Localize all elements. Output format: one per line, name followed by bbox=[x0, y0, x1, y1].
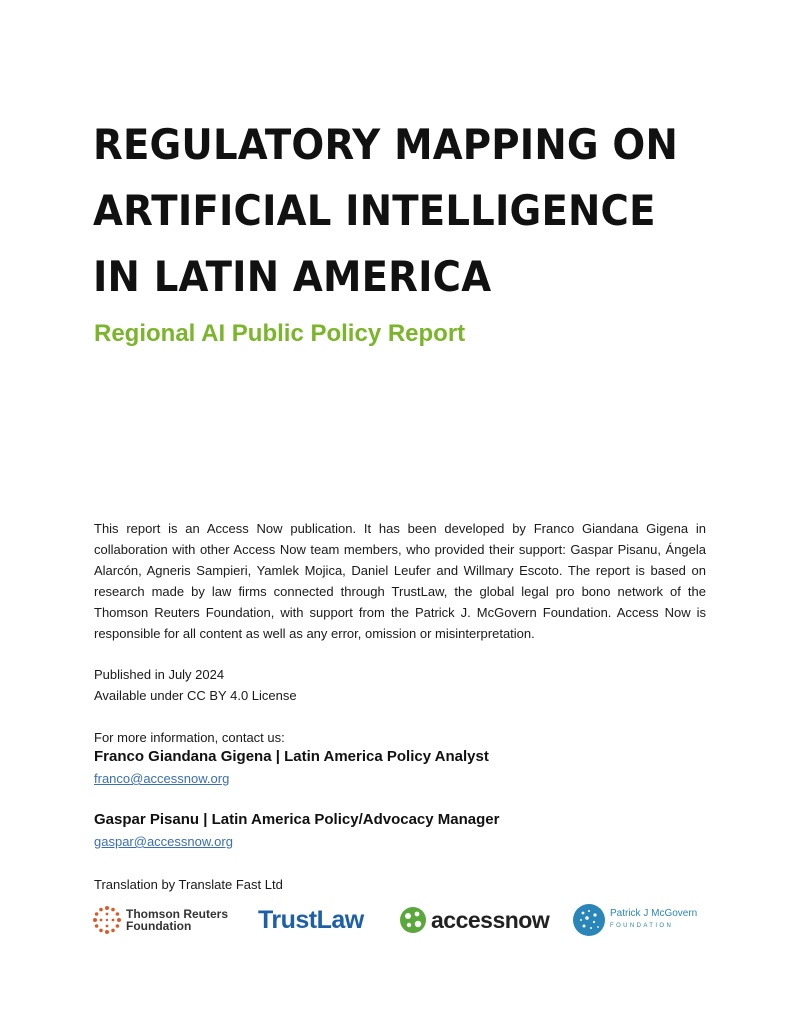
title-line: REGULATORY MAPPING ON bbox=[93, 120, 678, 169]
thomson-reuters-logo bbox=[92, 898, 228, 942]
license-text: Available under CC BY 4.0 License bbox=[94, 688, 297, 703]
title-line: ARTIFICIAL INTELLIGENCE bbox=[93, 186, 656, 235]
contact-email-gaspar[interactable]: gaspar@accessnow.org bbox=[94, 834, 233, 849]
contact-name-franco: Franco Giandana Gigena | Latin America Policy Analyst bbox=[94, 748, 489, 765]
published-date: Published in July 2024 bbox=[94, 667, 225, 682]
trustlaw-logo bbox=[258, 898, 364, 942]
intro-paragraph: This report is an Access Now publication. It has been developed by Franco Giandana Gigena in collaboration with other Access Now team members, who provided their support: Gaspar Pisanu, Ángela Alarcón, Agneris Sampieri, Yamlek Mojica, Daniel Leufer and Willmary Escoto. The report is based on research made by law firms connected through TrustLaw, the global legal pro bono network of the Thomson Reuters Foundation, with support from the Patrick J. McGovern Foundation. Access Now is responsible for all content as well as any error, omission or misinterpretation. bbox=[94, 521, 706, 641]
contact-intro: For more information, contact us: bbox=[94, 730, 285, 745]
thomson-reuters-name: Thomson Reuters bbox=[126, 907, 229, 921]
accessnow-icon bbox=[398, 905, 428, 935]
mcgovern-foundation: FOUNDATION bbox=[610, 923, 674, 929]
translation-credit: Translation by Translate Fast Ltd bbox=[94, 877, 283, 892]
trustlaw-wordmark: TrustLaw bbox=[258, 905, 364, 934]
thomson-reuters-foundation: Foundation bbox=[126, 919, 192, 933]
report-subtitle: Regional AI Public Policy Report bbox=[94, 320, 466, 347]
partner-logos bbox=[92, 898, 712, 942]
title-line: IN LATIN AMERICA bbox=[93, 252, 492, 301]
contact-name-gaspar: Gaspar Pisanu | Latin America Policy/Advocacy Manager bbox=[94, 811, 500, 828]
contact-email-franco[interactable]: franco@accessnow.org bbox=[94, 771, 230, 786]
thomson-reuters-icon bbox=[92, 905, 122, 935]
accessnow-logo bbox=[398, 898, 549, 942]
mcgovern-name: Patrick J McGovern bbox=[610, 908, 698, 919]
accessnow-wordmark: accessnow bbox=[431, 906, 550, 933]
report-title bbox=[93, 112, 682, 310]
mcgovern-logo bbox=[572, 898, 697, 942]
mcgovern-icon bbox=[572, 903, 606, 937]
